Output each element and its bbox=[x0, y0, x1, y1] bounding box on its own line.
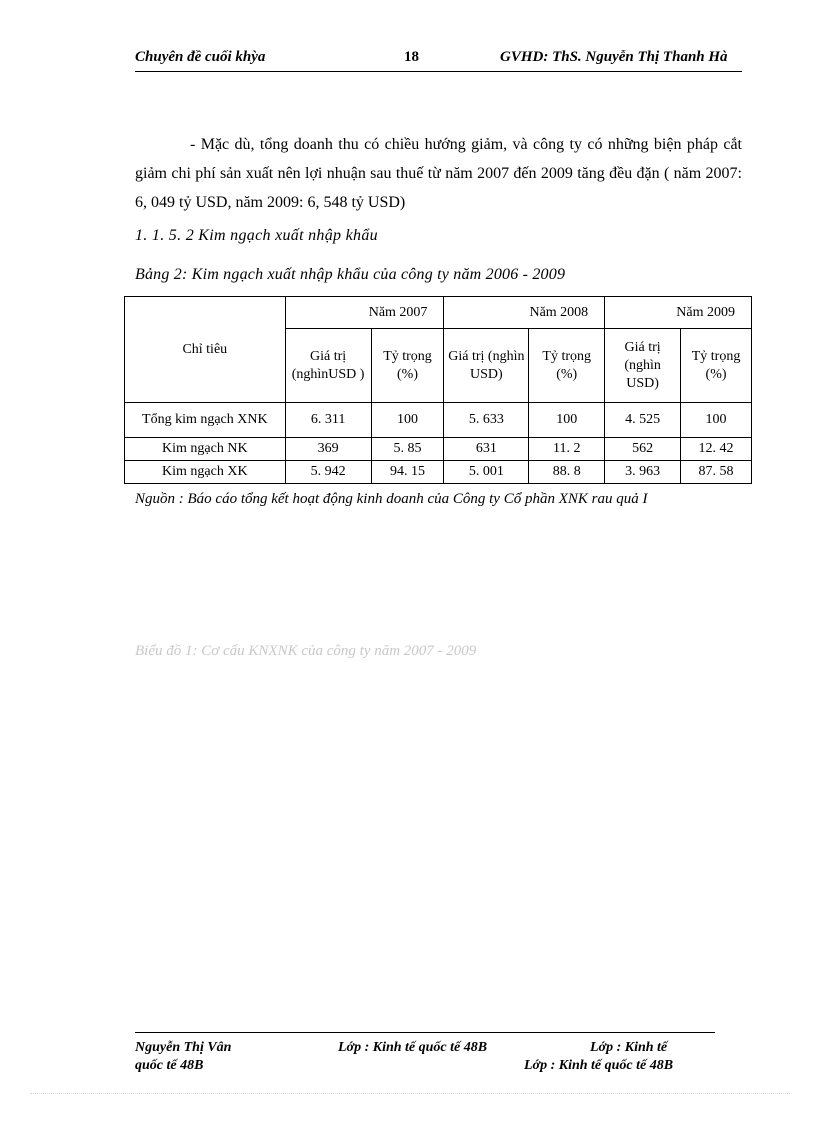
footer-author-cont: quốc tế 48B bbox=[135, 1058, 204, 1073]
value-header-2007: Giá trị (nghìnUSD ) bbox=[285, 329, 371, 403]
footer-author: Nguyễn Thị Vân bbox=[135, 1040, 232, 1055]
table-cell: 11. 2 bbox=[529, 438, 605, 461]
share-header-2008: Tỷ trọng (%) bbox=[529, 329, 605, 403]
share-header-2007: Tỷ trọng (%) bbox=[371, 329, 444, 403]
page-bottom-border bbox=[30, 1093, 790, 1094]
row-label: Kim ngạch XK bbox=[125, 461, 286, 484]
table-cell: 94. 15 bbox=[371, 461, 444, 484]
table-cell: 87. 58 bbox=[681, 461, 752, 484]
header-page-number: 18 bbox=[404, 49, 419, 65]
table-cell: 5. 001 bbox=[444, 461, 529, 484]
chart-caption: Biểu đồ 1: Cơ cấu KNXNK của công ty năm 2007 - 2009 bbox=[135, 643, 477, 659]
body-paragraph: - Mặc dù, tổng doanh thu có chiều hướng giảm, và công ty có những biện pháp cắt giảm chi phí sản xuất nên lợi nhuận sau thuế từ năm 2007 đến 2009 tăng đều đặn ( năm 2007: 6, 049 tỷ USD, năm 2009: 6, 548 tỷ USD) bbox=[135, 136, 742, 211]
table-cell: 88. 8 bbox=[529, 461, 605, 484]
table-cell: 631 bbox=[444, 438, 529, 461]
table-cell: 4. 525 bbox=[605, 403, 681, 438]
row-header-cell: Chỉ tiêu bbox=[125, 297, 286, 403]
import-export-table bbox=[124, 296, 752, 484]
table-cell: 100 bbox=[681, 403, 752, 438]
table-cell: 5. 942 bbox=[285, 461, 371, 484]
table-row bbox=[125, 461, 752, 484]
footer-class-repeat-2: Lớp : Kinh tế quốc tế 48B bbox=[524, 1058, 674, 1073]
header-rule bbox=[135, 71, 742, 72]
row-label: Kim ngạch NK bbox=[125, 438, 286, 461]
table-cell: 562 bbox=[605, 438, 681, 461]
year-header-2008: Năm 2008 bbox=[444, 297, 605, 329]
value-header-2008: Giá trị (nghìn USD) bbox=[444, 329, 529, 403]
section-heading: 1. 1. 5. 2 Kim ngạch xuất nhập khẩu bbox=[135, 227, 378, 244]
table-cell: 5. 85 bbox=[371, 438, 444, 461]
table-cell: 12. 42 bbox=[681, 438, 752, 461]
footer-rule bbox=[135, 1032, 715, 1033]
table-cell: 5. 633 bbox=[444, 403, 529, 438]
table-cell: 3. 963 bbox=[605, 461, 681, 484]
table-cell: 369 bbox=[285, 438, 371, 461]
header-doc-title: Chuyên đề cuối khỳa bbox=[135, 49, 266, 65]
header-supervisor: GVHD: ThS. Nguyễn Thị Thanh Hà bbox=[500, 49, 728, 65]
table-cell: 100 bbox=[529, 403, 605, 438]
table-row bbox=[125, 403, 752, 438]
footer-class: Lớp : Kinh tế quốc tế 48B bbox=[338, 1040, 488, 1055]
table-cell: 100 bbox=[371, 403, 444, 438]
table-cell: 6. 311 bbox=[285, 403, 371, 438]
share-header-2009: Tỷ trọng (%) bbox=[681, 329, 752, 403]
table-caption: Bảng 2: Kim ngạch xuất nhập khẩu của công ty năm 2006 - 2009 bbox=[135, 266, 566, 283]
value-header-2009: Giá trị (nghìn USD) bbox=[605, 329, 681, 403]
table-row bbox=[125, 438, 752, 461]
row-label: Tổng kim ngạch XNK bbox=[125, 403, 286, 438]
footer-class-repeat: Lớp : Kinh tế bbox=[590, 1040, 668, 1055]
source-note: Nguồn : Báo cáo tổng kết hoạt động kinh doanh của Công ty Cổ phần XNK rau quả I bbox=[135, 491, 648, 507]
year-header-2009: Năm 2009 bbox=[605, 297, 752, 329]
year-header-2007: Năm 2007 bbox=[285, 297, 444, 329]
